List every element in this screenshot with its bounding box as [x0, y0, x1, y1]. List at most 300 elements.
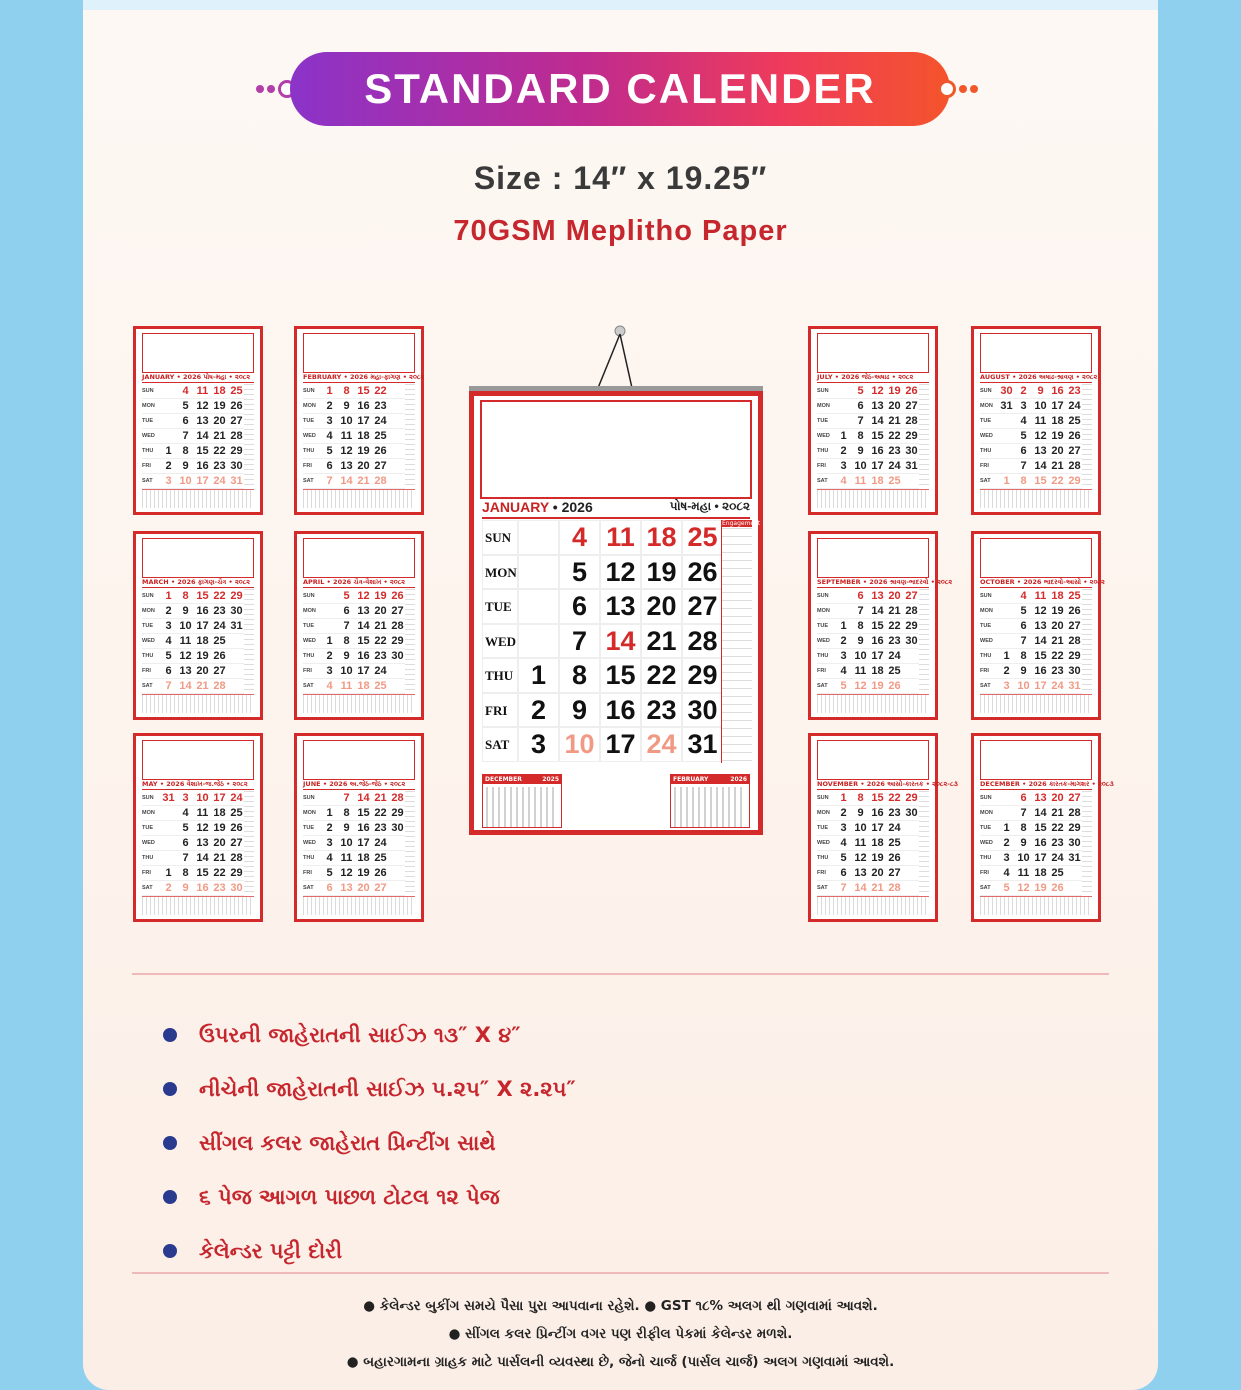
day-label: WED	[980, 634, 998, 649]
mini-ad-area	[817, 538, 929, 578]
mini-calendar-title: MAY • 2026 વૈશાખ-જ.જેઠ • ૨૦૮૨	[142, 780, 254, 790]
date-cell: 14	[852, 881, 869, 896]
mini-notes-column	[244, 791, 254, 896]
date-cell	[998, 589, 1015, 604]
date-cell: 3	[160, 619, 177, 634]
day-label: WED	[142, 836, 160, 851]
date-cell: 27	[1066, 444, 1083, 459]
date-cell: 3	[321, 664, 338, 679]
date-cell: 30	[228, 604, 245, 619]
day-label: SUN	[142, 384, 160, 399]
date-cell	[903, 664, 920, 679]
date-cell: 19	[211, 399, 228, 414]
date-cell: 21	[372, 619, 389, 634]
mini-notes-column	[919, 791, 929, 896]
date-cell: 26	[211, 649, 228, 664]
date-cell	[518, 589, 559, 624]
date-cell: 13	[338, 459, 355, 474]
date-cell: 10	[852, 649, 869, 664]
date-cell: 29	[1066, 474, 1083, 489]
day-label: THU	[303, 649, 321, 664]
date-cell: 13	[194, 836, 211, 851]
date-cell: 3	[160, 474, 177, 489]
day-label: SAT	[303, 881, 321, 896]
day-label: MON	[303, 399, 321, 414]
day-label: MON	[980, 806, 998, 821]
date-cell: 5	[177, 399, 194, 414]
date-cell: 7	[852, 604, 869, 619]
date-cell	[1066, 881, 1083, 896]
date-cell: 12	[338, 866, 355, 881]
date-cell: 21	[1049, 634, 1066, 649]
date-cell: 23	[1049, 836, 1066, 851]
date-cell: 16	[869, 806, 886, 821]
date-cell: 9	[852, 806, 869, 821]
bullet-icon	[163, 1028, 177, 1042]
date-cell: 10	[194, 791, 211, 806]
day-label: MON	[482, 555, 518, 590]
date-cell: 10	[338, 664, 355, 679]
day-label: SUN	[142, 589, 160, 604]
date-cell: 21	[1049, 806, 1066, 821]
day-label: SAT	[817, 474, 835, 489]
day-label: THU	[142, 851, 160, 866]
top-strip	[83, 0, 1158, 10]
date-cell: 4	[835, 836, 852, 851]
date-cell: 8	[177, 589, 194, 604]
next-month-mini	[670, 774, 750, 828]
date-cell: 29	[903, 429, 920, 444]
day-label: WED	[482, 624, 518, 659]
mini-calendar-title: DECEMBER • 2026 કારતક-માગશર • ૨૦૮૩	[980, 780, 1114, 788]
date-cell: 12	[177, 649, 194, 664]
date-cell: 22	[1049, 474, 1066, 489]
date-cell: 19	[1032, 881, 1049, 896]
date-cell: 15	[1032, 821, 1049, 836]
bullet-icon	[163, 1136, 177, 1150]
date-cell: 7	[321, 474, 338, 489]
date-cell: 3	[998, 851, 1015, 866]
main-calendar-header	[482, 499, 750, 519]
date-cell: 11	[852, 664, 869, 679]
date-cell: 29	[389, 634, 406, 649]
mini-notes-column	[1082, 791, 1092, 896]
right-dots-decoration	[938, 80, 978, 98]
day-label: FRI	[980, 664, 998, 679]
mini-calendar-title: FEBRUARY • 2026 મહા-ફાગણ • ૨૦૮૨	[303, 373, 425, 381]
date-cell: 24	[1066, 399, 1083, 414]
day-label: FRI	[482, 693, 518, 728]
date-cell: 12	[194, 821, 211, 836]
date-cell: 4	[321, 851, 338, 866]
date-cell: 22	[372, 634, 389, 649]
engagement-label: Engagement	[722, 520, 761, 527]
date-cell: 17	[355, 836, 372, 851]
date-cell: 6	[338, 604, 355, 619]
date-cell: 5	[1015, 604, 1032, 619]
mini-calendar	[971, 531, 1105, 720]
date-cell: 8	[559, 658, 600, 693]
date-cell: 4	[177, 384, 194, 399]
date-cell: 1	[160, 866, 177, 881]
date-cell: 19	[886, 384, 903, 399]
date-cell: 2	[835, 634, 852, 649]
mini-calendar-grid	[303, 589, 408, 694]
date-cell: 10	[1015, 851, 1032, 866]
date-cell: 15	[869, 429, 886, 444]
date-cell: 14	[194, 429, 211, 444]
date-cell: 19	[641, 555, 682, 590]
date-cell: 7	[1015, 806, 1032, 821]
date-cell: 10	[1032, 399, 1049, 414]
date-cell: 14	[869, 604, 886, 619]
mini-calendar-title: APRIL • 2026 ચૈત્ર-વૈશાખ • ૨૦૮૨	[303, 578, 415, 588]
day-label: TUE	[817, 821, 835, 836]
date-cell: 7	[177, 851, 194, 866]
date-cell: 29	[228, 866, 245, 881]
date-cell	[321, 619, 338, 634]
mini-calendar-grid	[142, 589, 247, 694]
mini-calendar-grid	[142, 384, 247, 489]
date-cell: 3	[321, 836, 338, 851]
date-cell: 24	[228, 791, 245, 806]
date-cell: 5	[835, 679, 852, 694]
mini-footer-months	[817, 896, 929, 915]
main-calendar	[469, 391, 763, 835]
date-cell: 3	[835, 649, 852, 664]
date-cell: 4	[321, 429, 338, 444]
date-cell: 4	[835, 664, 852, 679]
date-cell: 6	[559, 589, 600, 624]
date-cell: 9	[177, 604, 194, 619]
date-cell: 22	[1049, 821, 1066, 836]
mini-calendar	[808, 733, 958, 922]
date-cell: 4	[835, 474, 852, 489]
mini-calendar	[808, 531, 953, 720]
date-cell: 23	[886, 634, 903, 649]
date-cell: 16	[355, 821, 372, 836]
date-cell: 16	[1032, 664, 1049, 679]
date-cell: 5	[160, 649, 177, 664]
date-cell: 31	[1066, 679, 1083, 694]
date-cell: 24	[1049, 679, 1066, 694]
date-cell: 24	[372, 836, 389, 851]
day-label: SAT	[817, 881, 835, 896]
next-month-name: FEBRUARY	[673, 776, 709, 783]
mini-calendar	[294, 531, 424, 720]
date-cell: 13	[355, 604, 372, 619]
date-cell: 19	[372, 589, 389, 604]
day-label: TUE	[142, 414, 160, 429]
feature-item	[163, 1008, 576, 1062]
mini-ad-area	[142, 538, 254, 578]
date-cell: 15	[1032, 649, 1049, 664]
date-cell: 22	[886, 429, 903, 444]
size-text: Size : 14″ x 19.25″	[473, 160, 768, 196]
date-cell: 21	[1049, 459, 1066, 474]
date-cell: 31	[903, 459, 920, 474]
mini-notes-column	[919, 589, 929, 694]
date-cell: 30	[228, 459, 245, 474]
day-label: WED	[817, 429, 835, 444]
mini-footer-months	[142, 694, 254, 713]
mini-calendar-grid	[817, 384, 922, 489]
date-cell: 7	[852, 414, 869, 429]
date-cell: 9	[338, 399, 355, 414]
date-cell: 16	[355, 649, 372, 664]
date-cell	[389, 664, 406, 679]
date-cell: 23	[372, 821, 389, 836]
date-cell: 25	[211, 634, 228, 649]
date-cell: 16	[1032, 836, 1049, 851]
date-cell: 18	[194, 634, 211, 649]
date-cell: 17	[1032, 679, 1049, 694]
day-label: SUN	[817, 791, 835, 806]
date-cell: 23	[641, 693, 682, 728]
feature-text: ઉપરની જાહેરાતની સાઈઝ ૧૩″ X ૪″	[199, 1022, 521, 1047]
date-cell: 28	[1066, 634, 1083, 649]
date-cell: 16	[869, 634, 886, 649]
mini-footer-months	[980, 694, 1092, 713]
next-month-year: 2026	[730, 776, 747, 783]
date-cell: 3	[998, 679, 1015, 694]
date-cell: 1	[321, 634, 338, 649]
date-cell: 23	[1066, 384, 1083, 399]
mini-calendar-title: JULY • 2026 જેઠ-અષાઢ • ૨૦૮૨	[817, 373, 929, 383]
feature-text: ૬ પેજ આગળ પાછળ ટોટલ ૧૨ પેજ	[199, 1184, 500, 1209]
day-label: SUN	[980, 384, 998, 399]
date-cell: 6	[177, 414, 194, 429]
mini-calendar	[808, 326, 938, 515]
date-cell	[228, 634, 245, 649]
date-cell	[160, 821, 177, 836]
mini-ad-area	[980, 538, 1092, 578]
date-cell	[228, 679, 245, 694]
date-cell: 14	[355, 791, 372, 806]
date-cell: 22	[886, 791, 903, 806]
date-cell: 28	[886, 881, 903, 896]
date-cell	[389, 851, 406, 866]
date-cell: 18	[869, 664, 886, 679]
date-cell: 9	[338, 821, 355, 836]
feature-text: સીંગલ કલર જાહેરાત પ્રિન્ટીંગ સાથે	[199, 1130, 496, 1155]
date-cell: 19	[211, 821, 228, 836]
date-cell: 11	[852, 836, 869, 851]
date-cell: 2	[160, 459, 177, 474]
mini-ad-area	[980, 740, 1092, 780]
date-cell: 22	[886, 619, 903, 634]
date-cell: 5	[852, 384, 869, 399]
day-label: FRI	[142, 866, 160, 881]
date-cell: 7	[338, 619, 355, 634]
date-cell	[160, 384, 177, 399]
date-cell: 3	[835, 821, 852, 836]
date-cell: 19	[355, 444, 372, 459]
date-cell: 23	[372, 399, 389, 414]
date-cell: 20	[355, 459, 372, 474]
date-cell: 30	[903, 806, 920, 821]
main-calendar-year: • 2026	[552, 499, 593, 515]
date-cell: 20	[641, 589, 682, 624]
day-label: WED	[980, 836, 998, 851]
date-cell: 7	[1015, 634, 1032, 649]
date-cell: 11	[338, 679, 355, 694]
date-cell: 8	[338, 806, 355, 821]
date-cell: 6	[835, 866, 852, 881]
date-cell: 25	[228, 806, 245, 821]
date-cell: 6	[321, 881, 338, 896]
date-cell: 6	[321, 459, 338, 474]
date-cell: 6	[852, 589, 869, 604]
date-cell	[903, 881, 920, 896]
date-cell: 22	[211, 444, 228, 459]
date-cell: 6	[852, 399, 869, 414]
date-cell: 18	[1032, 866, 1049, 881]
date-cell: 17	[1049, 399, 1066, 414]
day-label: SAT	[142, 474, 160, 489]
date-cell	[389, 429, 406, 444]
date-cell: 22	[1049, 649, 1066, 664]
date-cell: 8	[852, 791, 869, 806]
day-label: WED	[142, 634, 160, 649]
date-cell: 24	[641, 727, 682, 762]
date-cell: 21	[869, 881, 886, 896]
date-cell: 13	[194, 414, 211, 429]
date-cell: 25	[1049, 866, 1066, 881]
engagement-column	[721, 520, 761, 763]
date-cell: 16	[194, 604, 211, 619]
day-label: SAT	[142, 881, 160, 896]
date-cell: 1	[518, 658, 559, 693]
date-cell: 24	[211, 619, 228, 634]
date-cell: 12	[194, 399, 211, 414]
day-label: THU	[142, 649, 160, 664]
date-cell: 14	[338, 474, 355, 489]
date-cell: 26	[682, 555, 723, 590]
date-cell: 1	[998, 474, 1015, 489]
date-cell: 24	[886, 821, 903, 836]
date-cell: 12	[869, 384, 886, 399]
day-label: MON	[303, 604, 321, 619]
main-calendar-grid	[482, 520, 722, 762]
day-label: SUN	[980, 791, 998, 806]
date-cell	[835, 399, 852, 414]
date-cell: 16	[194, 881, 211, 896]
day-label: THU	[817, 649, 835, 664]
date-cell: 26	[372, 444, 389, 459]
date-cell: 25	[886, 474, 903, 489]
mini-footer-months	[303, 896, 415, 915]
date-cell: 3	[518, 727, 559, 762]
date-cell: 29	[1066, 821, 1083, 836]
date-cell: 5	[321, 866, 338, 881]
date-cell: 18	[869, 836, 886, 851]
date-cell: 1	[321, 806, 338, 821]
date-cell: 17	[1032, 851, 1049, 866]
date-cell: 25	[886, 664, 903, 679]
date-cell: 17	[869, 459, 886, 474]
date-cell: 29	[228, 444, 245, 459]
date-cell: 11	[338, 851, 355, 866]
mini-notes-column	[1082, 589, 1092, 694]
date-cell: 11	[194, 384, 211, 399]
date-cell	[835, 589, 852, 604]
date-cell: 14	[1032, 459, 1049, 474]
date-cell: 23	[211, 604, 228, 619]
date-cell: 21	[211, 429, 228, 444]
date-cell: 11	[1015, 866, 1032, 881]
date-cell: 10	[852, 459, 869, 474]
day-label: WED	[980, 429, 998, 444]
day-label: SAT	[303, 474, 321, 489]
date-cell: 26	[372, 866, 389, 881]
day-label: THU	[303, 444, 321, 459]
feature-text: નીચેની જાહેરાતની સાઈઝ ૫.૨૫″ X ૨.૨૫″	[199, 1076, 576, 1101]
mini-notes-column	[244, 589, 254, 694]
date-cell	[228, 664, 245, 679]
mini-calendar-grid	[980, 589, 1085, 694]
date-cell: 15	[194, 444, 211, 459]
date-cell: 3	[321, 414, 338, 429]
day-label: FRI	[817, 664, 835, 679]
date-cell: 20	[869, 866, 886, 881]
date-cell: 12	[852, 679, 869, 694]
date-cell: 2	[160, 604, 177, 619]
date-cell	[321, 604, 338, 619]
date-cell	[998, 604, 1015, 619]
feature-item	[163, 1170, 576, 1224]
day-label: FRI	[142, 664, 160, 679]
date-cell	[835, 414, 852, 429]
day-label: FRI	[303, 866, 321, 881]
date-cell: 15	[355, 634, 372, 649]
day-label: TUE	[817, 414, 835, 429]
date-cell: 18	[211, 384, 228, 399]
date-cell: 28	[389, 619, 406, 634]
day-label: TUE	[482, 589, 518, 624]
date-cell: 28	[211, 679, 228, 694]
day-label: THU	[980, 444, 998, 459]
date-cell: 4	[559, 520, 600, 555]
date-cell	[518, 555, 559, 590]
date-cell: 5	[835, 851, 852, 866]
date-cell: 26	[903, 384, 920, 399]
date-cell: 31	[998, 399, 1015, 414]
date-cell: 13	[1032, 791, 1049, 806]
day-label: FRI	[303, 459, 321, 474]
date-cell: 7	[835, 881, 852, 896]
date-cell: 30	[903, 444, 920, 459]
day-label: TUE	[303, 619, 321, 634]
date-cell	[389, 881, 406, 896]
day-label: MON	[817, 806, 835, 821]
day-label: SAT	[980, 679, 998, 694]
date-cell: 29	[389, 806, 406, 821]
date-cell: 27	[903, 589, 920, 604]
date-cell: 27	[211, 664, 228, 679]
date-cell: 8	[177, 444, 194, 459]
day-label: MON	[980, 399, 998, 414]
date-cell: 2	[998, 664, 1015, 679]
day-label: TUE	[980, 414, 998, 429]
date-cell: 9	[338, 649, 355, 664]
date-cell: 31	[1066, 851, 1083, 866]
day-label: SUN	[303, 791, 321, 806]
date-cell	[903, 836, 920, 851]
day-label: FRI	[980, 459, 998, 474]
date-cell: 13	[1032, 444, 1049, 459]
date-cell: 10	[1015, 679, 1032, 694]
